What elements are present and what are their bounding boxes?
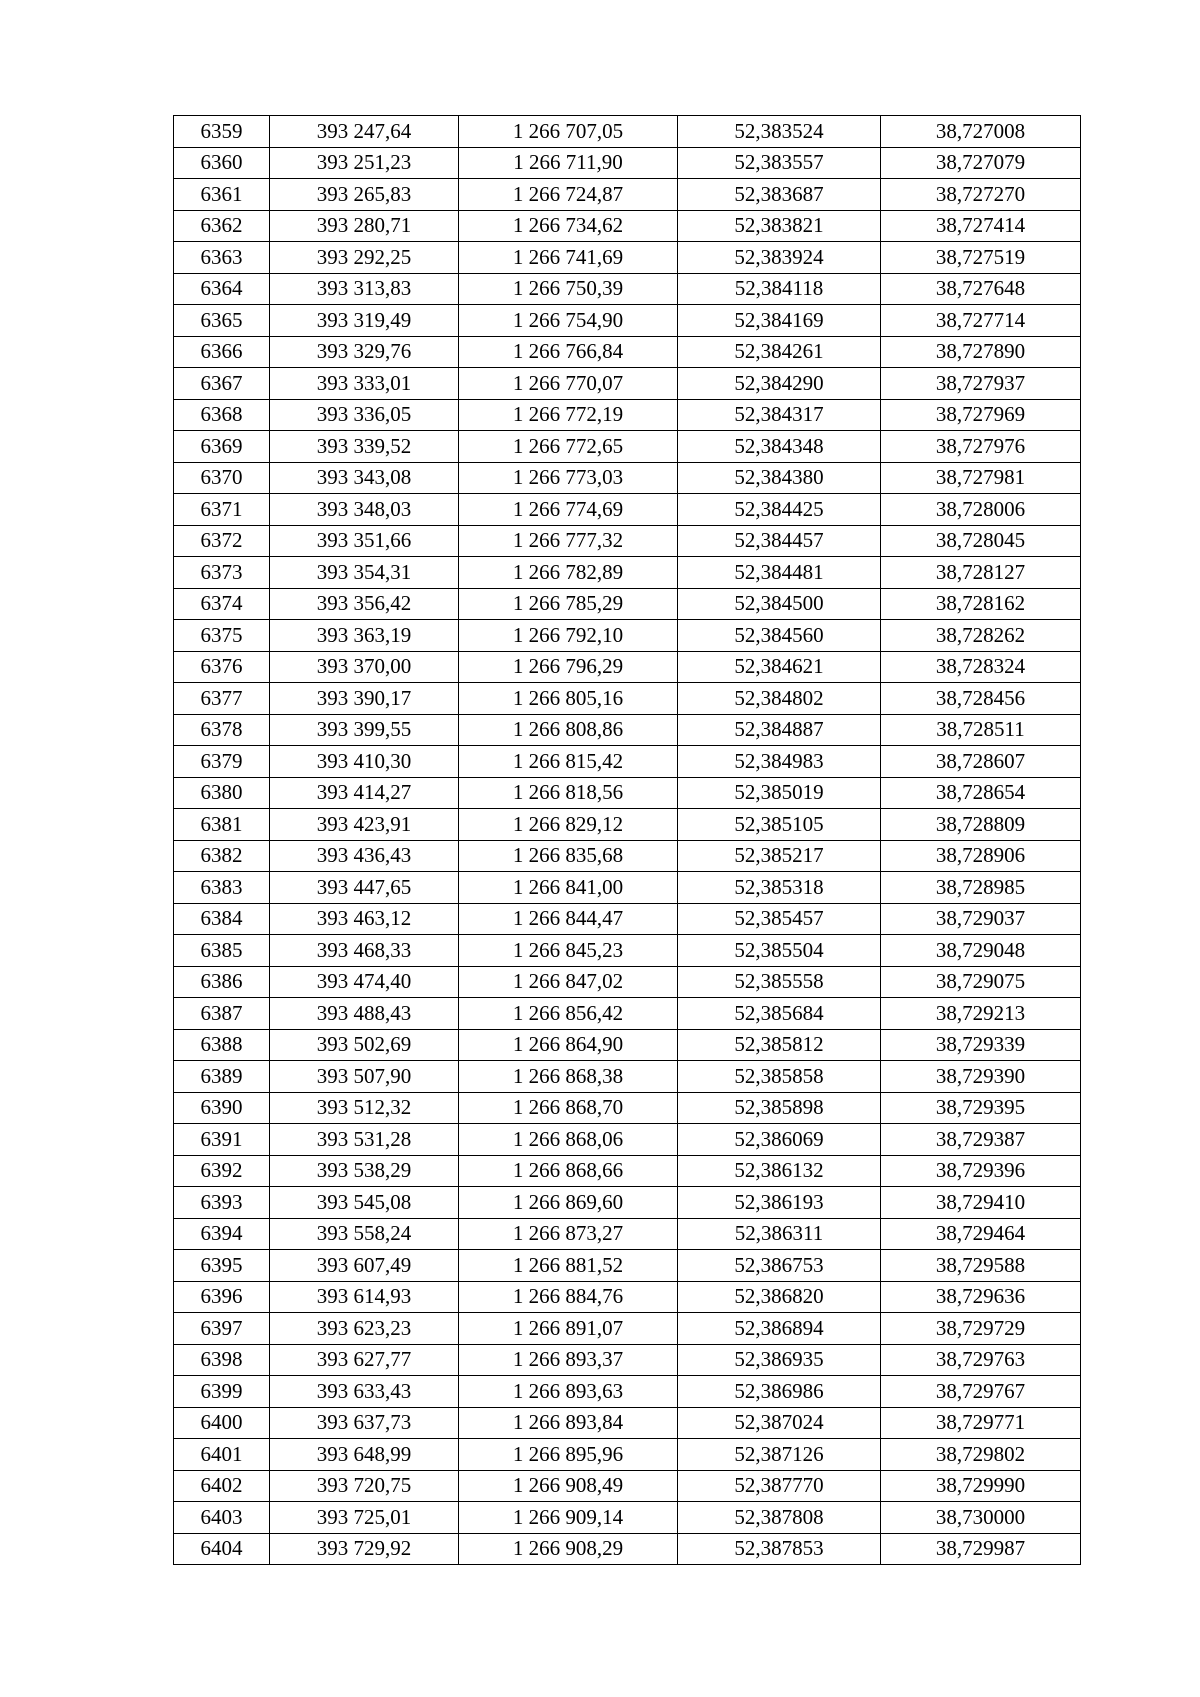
point-number-cell: 6404 (174, 1533, 270, 1565)
x-coordinate-cell: 393 370,00 (270, 651, 459, 683)
longitude-cell: 38,729990 (881, 1470, 1081, 1502)
longitude-cell: 38,728324 (881, 651, 1081, 683)
table-row (174, 714, 1081, 746)
latitude-cell: 52,384380 (678, 462, 881, 494)
longitude-cell: 38,728511 (881, 714, 1081, 746)
y-coordinate-cell: 1 266 844,47 (459, 903, 678, 935)
latitude-cell: 52,386935 (678, 1344, 881, 1376)
table-row (174, 1124, 1081, 1156)
point-number-cell: 6383 (174, 872, 270, 904)
latitude-cell: 52,383924 (678, 242, 881, 274)
latitude-cell: 52,385457 (678, 903, 881, 935)
y-coordinate-cell: 1 266 908,29 (459, 1533, 678, 1565)
x-coordinate-cell: 393 339,52 (270, 431, 459, 463)
point-number-cell: 6389 (174, 1061, 270, 1093)
longitude-cell: 38,729037 (881, 903, 1081, 935)
y-coordinate-cell: 1 266 835,68 (459, 840, 678, 872)
latitude-cell: 52,386820 (678, 1281, 881, 1313)
point-number-cell: 6388 (174, 1029, 270, 1061)
longitude-cell: 38,727079 (881, 147, 1081, 179)
latitude-cell: 52,385105 (678, 809, 881, 841)
table-row (174, 1502, 1081, 1534)
longitude-cell: 38,729729 (881, 1313, 1081, 1345)
longitude-cell: 38,728985 (881, 872, 1081, 904)
y-coordinate-cell: 1 266 841,00 (459, 872, 678, 904)
y-coordinate-cell: 1 266 845,23 (459, 935, 678, 967)
y-coordinate-cell: 1 266 829,12 (459, 809, 678, 841)
longitude-cell: 38,727008 (881, 116, 1081, 148)
table-row (174, 651, 1081, 683)
x-coordinate-cell: 393 633,43 (270, 1376, 459, 1408)
latitude-cell: 52,383687 (678, 179, 881, 211)
latitude-cell: 52,387808 (678, 1502, 881, 1534)
point-number-cell: 6368 (174, 399, 270, 431)
table-row (174, 1218, 1081, 1250)
point-number-cell: 6359 (174, 116, 270, 148)
latitude-cell: 52,386894 (678, 1313, 881, 1345)
x-coordinate-cell: 393 729,92 (270, 1533, 459, 1565)
latitude-cell: 52,385898 (678, 1092, 881, 1124)
table-row (174, 557, 1081, 589)
longitude-cell: 38,727519 (881, 242, 1081, 274)
table-row (174, 1092, 1081, 1124)
longitude-cell: 38,729410 (881, 1187, 1081, 1219)
x-coordinate-cell: 393 545,08 (270, 1187, 459, 1219)
latitude-cell: 52,387024 (678, 1407, 881, 1439)
latitude-cell: 52,383821 (678, 210, 881, 242)
table-row (174, 935, 1081, 967)
x-coordinate-cell: 393 614,93 (270, 1281, 459, 1313)
point-number-cell: 6369 (174, 431, 270, 463)
point-number-cell: 6380 (174, 777, 270, 809)
table-row (174, 399, 1081, 431)
longitude-cell: 38,728906 (881, 840, 1081, 872)
latitude-cell: 52,384169 (678, 305, 881, 337)
x-coordinate-cell: 393 623,23 (270, 1313, 459, 1345)
y-coordinate-cell: 1 266 815,42 (459, 746, 678, 778)
latitude-cell: 52,384887 (678, 714, 881, 746)
y-coordinate-cell: 1 266 785,29 (459, 588, 678, 620)
table-row (174, 683, 1081, 715)
longitude-cell: 38,730000 (881, 1502, 1081, 1534)
y-coordinate-cell: 1 266 893,37 (459, 1344, 678, 1376)
x-coordinate-cell: 393 354,31 (270, 557, 459, 589)
y-coordinate-cell: 1 266 884,76 (459, 1281, 678, 1313)
table-row (174, 462, 1081, 494)
y-coordinate-cell: 1 266 773,03 (459, 462, 678, 494)
latitude-cell: 52,384621 (678, 651, 881, 683)
x-coordinate-cell: 393 363,19 (270, 620, 459, 652)
table-row (174, 368, 1081, 400)
y-coordinate-cell: 1 266 818,56 (459, 777, 678, 809)
table-row (174, 1029, 1081, 1061)
y-coordinate-cell: 1 266 893,84 (459, 1407, 678, 1439)
point-number-cell: 6403 (174, 1502, 270, 1534)
x-coordinate-cell: 393 423,91 (270, 809, 459, 841)
y-coordinate-cell: 1 266 774,69 (459, 494, 678, 526)
point-number-cell: 6367 (174, 368, 270, 400)
latitude-cell: 52,383524 (678, 116, 881, 148)
point-number-cell: 6364 (174, 273, 270, 305)
y-coordinate-cell: 1 266 881,52 (459, 1250, 678, 1282)
latitude-cell: 52,385684 (678, 998, 881, 1030)
latitude-cell: 52,387770 (678, 1470, 881, 1502)
longitude-cell: 38,729213 (881, 998, 1081, 1030)
latitude-cell: 52,385019 (678, 777, 881, 809)
latitude-cell: 52,386311 (678, 1218, 881, 1250)
y-coordinate-cell: 1 266 707,05 (459, 116, 678, 148)
x-coordinate-cell: 393 313,83 (270, 273, 459, 305)
x-coordinate-cell: 393 607,49 (270, 1250, 459, 1282)
longitude-cell: 38,728162 (881, 588, 1081, 620)
latitude-cell: 52,386753 (678, 1250, 881, 1282)
table-row (174, 494, 1081, 526)
x-coordinate-cell: 393 251,23 (270, 147, 459, 179)
x-coordinate-cell: 393 488,43 (270, 998, 459, 1030)
x-coordinate-cell: 393 463,12 (270, 903, 459, 935)
x-coordinate-cell: 393 351,66 (270, 525, 459, 557)
point-number-cell: 6365 (174, 305, 270, 337)
point-number-cell: 6397 (174, 1313, 270, 1345)
point-number-cell: 6391 (174, 1124, 270, 1156)
y-coordinate-cell: 1 266 792,10 (459, 620, 678, 652)
longitude-cell: 38,729390 (881, 1061, 1081, 1093)
x-coordinate-cell: 393 265,83 (270, 179, 459, 211)
point-number-cell: 6378 (174, 714, 270, 746)
latitude-cell: 52,386132 (678, 1155, 881, 1187)
longitude-cell: 38,729767 (881, 1376, 1081, 1408)
point-number-cell: 6361 (174, 179, 270, 211)
x-coordinate-cell: 393 329,76 (270, 336, 459, 368)
y-coordinate-cell: 1 266 808,86 (459, 714, 678, 746)
y-coordinate-cell: 1 266 770,07 (459, 368, 678, 400)
y-coordinate-cell: 1 266 772,65 (459, 431, 678, 463)
x-coordinate-cell: 393 410,30 (270, 746, 459, 778)
x-coordinate-cell: 393 507,90 (270, 1061, 459, 1093)
table-row (174, 1061, 1081, 1093)
latitude-cell: 52,386193 (678, 1187, 881, 1219)
y-coordinate-cell: 1 266 909,14 (459, 1502, 678, 1534)
point-number-cell: 6384 (174, 903, 270, 935)
longitude-cell: 38,728127 (881, 557, 1081, 589)
latitude-cell: 52,385217 (678, 840, 881, 872)
latitude-cell: 52,384118 (678, 273, 881, 305)
table-row (174, 998, 1081, 1030)
point-number-cell: 6379 (174, 746, 270, 778)
point-number-cell: 6395 (174, 1250, 270, 1282)
latitude-cell: 52,385812 (678, 1029, 881, 1061)
coordinates-table (173, 115, 1081, 1565)
table-row (174, 179, 1081, 211)
longitude-cell: 38,729987 (881, 1533, 1081, 1565)
point-number-cell: 6402 (174, 1470, 270, 1502)
longitude-cell: 38,728654 (881, 777, 1081, 809)
latitude-cell: 52,386069 (678, 1124, 881, 1156)
table-row (174, 1376, 1081, 1408)
point-number-cell: 6399 (174, 1376, 270, 1408)
y-coordinate-cell: 1 266 724,87 (459, 179, 678, 211)
x-coordinate-cell: 393 558,24 (270, 1218, 459, 1250)
y-coordinate-cell: 1 266 868,70 (459, 1092, 678, 1124)
table-row (174, 1439, 1081, 1471)
x-coordinate-cell: 393 292,25 (270, 242, 459, 274)
longitude-cell: 38,729075 (881, 966, 1081, 998)
x-coordinate-cell: 393 468,33 (270, 935, 459, 967)
x-coordinate-cell: 393 356,42 (270, 588, 459, 620)
table-row (174, 1281, 1081, 1313)
x-coordinate-cell: 393 333,01 (270, 368, 459, 400)
table-row (174, 1155, 1081, 1187)
latitude-cell: 52,384290 (678, 368, 881, 400)
x-coordinate-cell: 393 531,28 (270, 1124, 459, 1156)
table-row (174, 1250, 1081, 1282)
y-coordinate-cell: 1 266 796,29 (459, 651, 678, 683)
point-number-cell: 6400 (174, 1407, 270, 1439)
point-number-cell: 6362 (174, 210, 270, 242)
x-coordinate-cell: 393 447,65 (270, 872, 459, 904)
table-row (174, 966, 1081, 998)
longitude-cell: 38,729636 (881, 1281, 1081, 1313)
table-row (174, 305, 1081, 337)
y-coordinate-cell: 1 266 741,69 (459, 242, 678, 274)
latitude-cell: 52,385504 (678, 935, 881, 967)
longitude-cell: 38,728456 (881, 683, 1081, 715)
y-coordinate-cell: 1 266 782,89 (459, 557, 678, 589)
latitude-cell: 52,384983 (678, 746, 881, 778)
y-coordinate-cell: 1 266 805,16 (459, 683, 678, 715)
y-coordinate-cell: 1 266 847,02 (459, 966, 678, 998)
y-coordinate-cell: 1 266 868,38 (459, 1061, 678, 1093)
longitude-cell: 38,727270 (881, 179, 1081, 211)
point-number-cell: 6396 (174, 1281, 270, 1313)
latitude-cell: 52,386986 (678, 1376, 881, 1408)
latitude-cell: 52,385558 (678, 966, 881, 998)
point-number-cell: 6382 (174, 840, 270, 872)
x-coordinate-cell: 393 436,43 (270, 840, 459, 872)
table-row (174, 620, 1081, 652)
point-number-cell: 6366 (174, 336, 270, 368)
longitude-cell: 38,727969 (881, 399, 1081, 431)
y-coordinate-cell: 1 266 873,27 (459, 1218, 678, 1250)
x-coordinate-cell: 393 637,73 (270, 1407, 459, 1439)
y-coordinate-cell: 1 266 734,62 (459, 210, 678, 242)
latitude-cell: 52,387853 (678, 1533, 881, 1565)
point-number-cell: 6377 (174, 683, 270, 715)
longitude-cell: 38,729396 (881, 1155, 1081, 1187)
table-row (174, 147, 1081, 179)
y-coordinate-cell: 1 266 868,66 (459, 1155, 678, 1187)
point-number-cell: 6387 (174, 998, 270, 1030)
latitude-cell: 52,384317 (678, 399, 881, 431)
x-coordinate-cell: 393 474,40 (270, 966, 459, 998)
latitude-cell: 52,384481 (678, 557, 881, 589)
x-coordinate-cell: 393 390,17 (270, 683, 459, 715)
longitude-cell: 38,727714 (881, 305, 1081, 337)
y-coordinate-cell: 1 266 856,42 (459, 998, 678, 1030)
table-row (174, 872, 1081, 904)
table-row (174, 210, 1081, 242)
y-coordinate-cell: 1 266 772,19 (459, 399, 678, 431)
longitude-cell: 38,729771 (881, 1407, 1081, 1439)
longitude-cell: 38,729048 (881, 935, 1081, 967)
x-coordinate-cell: 393 247,64 (270, 116, 459, 148)
y-coordinate-cell: 1 266 750,39 (459, 273, 678, 305)
longitude-cell: 38,728607 (881, 746, 1081, 778)
table-row (174, 1470, 1081, 1502)
latitude-cell: 52,384802 (678, 683, 881, 715)
table-row (174, 431, 1081, 463)
longitude-cell: 38,727414 (881, 210, 1081, 242)
point-number-cell: 6392 (174, 1155, 270, 1187)
x-coordinate-cell: 393 502,69 (270, 1029, 459, 1061)
x-coordinate-cell: 393 280,71 (270, 210, 459, 242)
longitude-cell: 38,727648 (881, 273, 1081, 305)
x-coordinate-cell: 393 348,03 (270, 494, 459, 526)
x-coordinate-cell: 393 648,99 (270, 1439, 459, 1471)
y-coordinate-cell: 1 266 893,63 (459, 1376, 678, 1408)
longitude-cell: 38,727976 (881, 431, 1081, 463)
point-number-cell: 6386 (174, 966, 270, 998)
x-coordinate-cell: 393 627,77 (270, 1344, 459, 1376)
table-row (174, 1533, 1081, 1565)
longitude-cell: 38,728262 (881, 620, 1081, 652)
y-coordinate-cell: 1 266 754,90 (459, 305, 678, 337)
point-number-cell: 6360 (174, 147, 270, 179)
longitude-cell: 38,728045 (881, 525, 1081, 557)
table-row (174, 903, 1081, 935)
point-number-cell: 6376 (174, 651, 270, 683)
latitude-cell: 52,384560 (678, 620, 881, 652)
x-coordinate-cell: 393 720,75 (270, 1470, 459, 1502)
table-row (174, 1187, 1081, 1219)
table-row (174, 242, 1081, 274)
x-coordinate-cell: 393 538,29 (270, 1155, 459, 1187)
longitude-cell: 38,729387 (881, 1124, 1081, 1156)
point-number-cell: 6401 (174, 1439, 270, 1471)
latitude-cell: 52,384261 (678, 336, 881, 368)
point-number-cell: 6381 (174, 809, 270, 841)
point-number-cell: 6370 (174, 462, 270, 494)
point-number-cell: 6374 (174, 588, 270, 620)
x-coordinate-cell: 393 725,01 (270, 1502, 459, 1534)
table-row (174, 746, 1081, 778)
table-row (174, 777, 1081, 809)
y-coordinate-cell: 1 266 908,49 (459, 1470, 678, 1502)
table-row (174, 1344, 1081, 1376)
point-number-cell: 6375 (174, 620, 270, 652)
point-number-cell: 6394 (174, 1218, 270, 1250)
y-coordinate-cell: 1 266 864,90 (459, 1029, 678, 1061)
longitude-cell: 38,729802 (881, 1439, 1081, 1471)
longitude-cell: 38,728006 (881, 494, 1081, 526)
y-coordinate-cell: 1 266 895,96 (459, 1439, 678, 1471)
latitude-cell: 52,384425 (678, 494, 881, 526)
x-coordinate-cell: 393 512,32 (270, 1092, 459, 1124)
point-number-cell: 6372 (174, 525, 270, 557)
table-row (174, 809, 1081, 841)
y-coordinate-cell: 1 266 766,84 (459, 336, 678, 368)
x-coordinate-cell: 393 343,08 (270, 462, 459, 494)
x-coordinate-cell: 393 399,55 (270, 714, 459, 746)
table-row (174, 1313, 1081, 1345)
longitude-cell: 38,729395 (881, 1092, 1081, 1124)
y-coordinate-cell: 1 266 777,32 (459, 525, 678, 557)
coordinates-table-body (174, 116, 1081, 1565)
table-row (174, 116, 1081, 148)
latitude-cell: 52,384348 (678, 431, 881, 463)
longitude-cell: 38,729763 (881, 1344, 1081, 1376)
point-number-cell: 6371 (174, 494, 270, 526)
point-number-cell: 6393 (174, 1187, 270, 1219)
table-row (174, 336, 1081, 368)
latitude-cell: 52,385318 (678, 872, 881, 904)
latitude-cell: 52,384457 (678, 525, 881, 557)
point-number-cell: 6373 (174, 557, 270, 589)
longitude-cell: 38,729588 (881, 1250, 1081, 1282)
y-coordinate-cell: 1 266 891,07 (459, 1313, 678, 1345)
y-coordinate-cell: 1 266 711,90 (459, 147, 678, 179)
table-row (174, 1407, 1081, 1439)
x-coordinate-cell: 393 319,49 (270, 305, 459, 337)
y-coordinate-cell: 1 266 868,06 (459, 1124, 678, 1156)
point-number-cell: 6385 (174, 935, 270, 967)
point-number-cell: 6363 (174, 242, 270, 274)
table-row (174, 588, 1081, 620)
table-row (174, 840, 1081, 872)
latitude-cell: 52,387126 (678, 1439, 881, 1471)
point-number-cell: 6398 (174, 1344, 270, 1376)
latitude-cell: 52,385858 (678, 1061, 881, 1093)
latitude-cell: 52,384500 (678, 588, 881, 620)
x-coordinate-cell: 393 336,05 (270, 399, 459, 431)
longitude-cell: 38,728809 (881, 809, 1081, 841)
longitude-cell: 38,727890 (881, 336, 1081, 368)
point-number-cell: 6390 (174, 1092, 270, 1124)
table-row (174, 273, 1081, 305)
y-coordinate-cell: 1 266 869,60 (459, 1187, 678, 1219)
longitude-cell: 38,727981 (881, 462, 1081, 494)
longitude-cell: 38,729339 (881, 1029, 1081, 1061)
table-row (174, 525, 1081, 557)
longitude-cell: 38,727937 (881, 368, 1081, 400)
longitude-cell: 38,729464 (881, 1218, 1081, 1250)
latitude-cell: 52,383557 (678, 147, 881, 179)
x-coordinate-cell: 393 414,27 (270, 777, 459, 809)
